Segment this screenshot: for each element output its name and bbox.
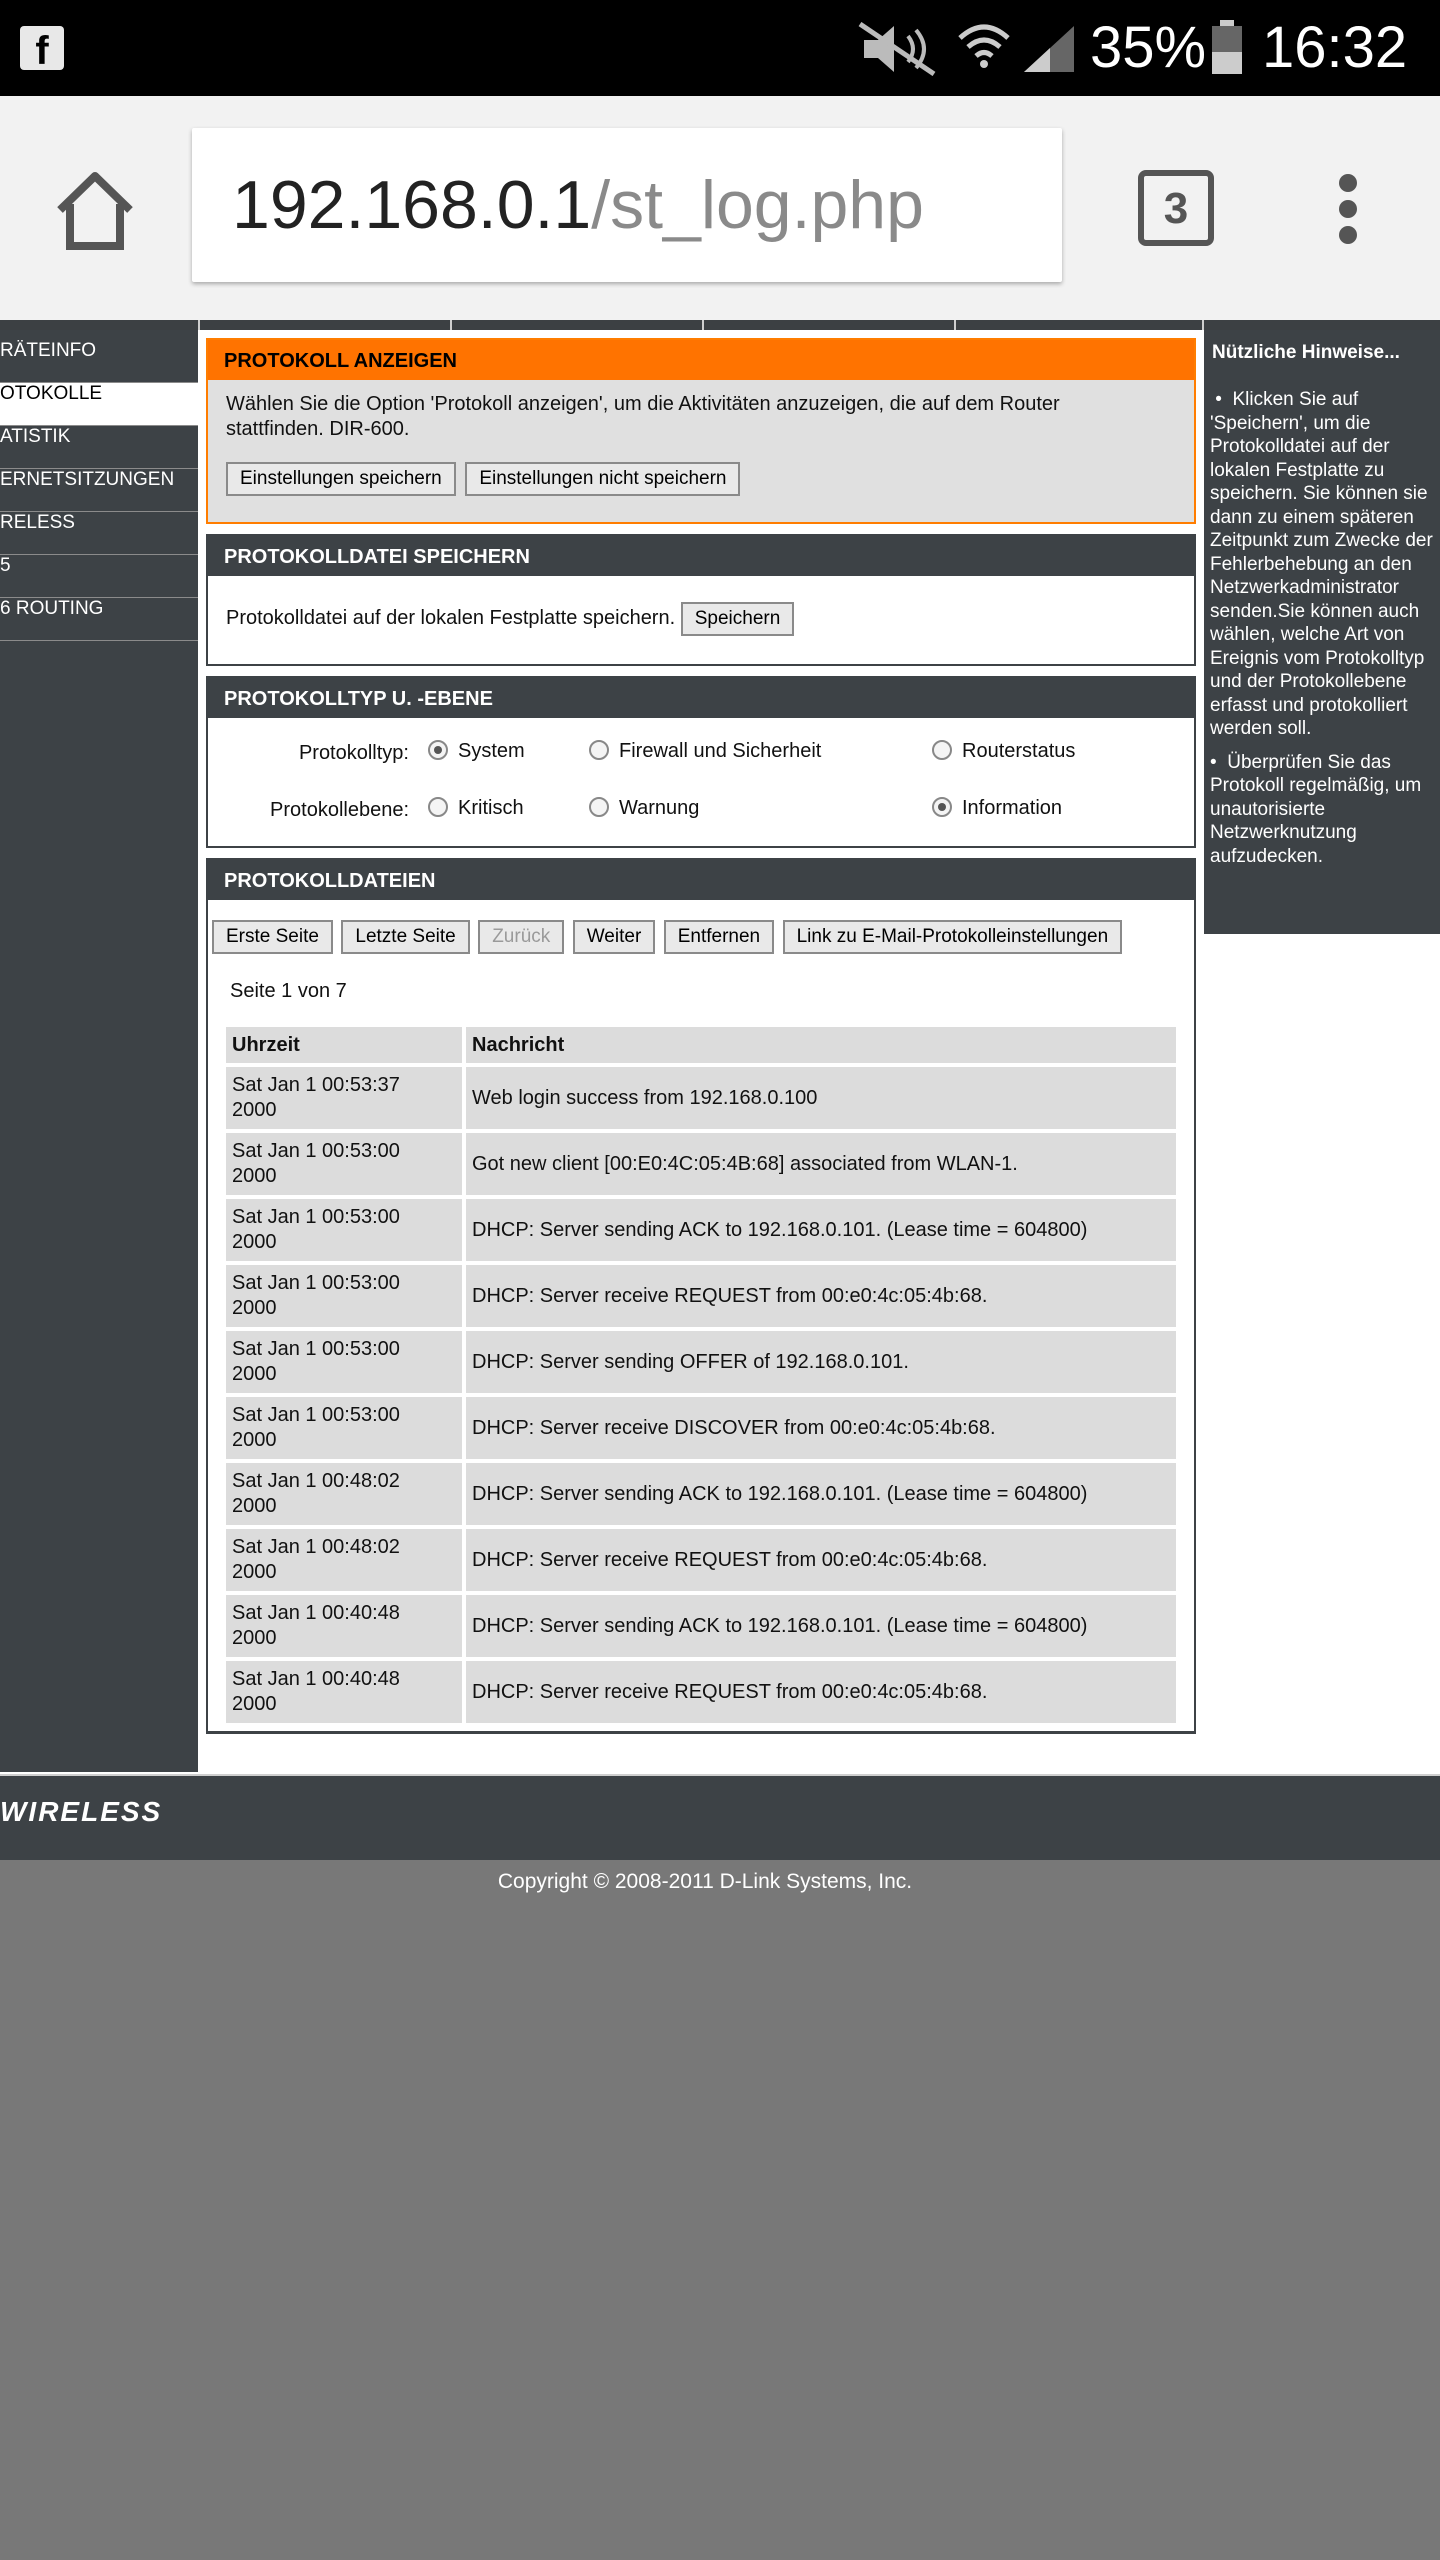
log-year: 2000 bbox=[232, 1627, 277, 1649]
log-message-cell: DHCP: Server receive REQUEST from 00:e0:4c:05:4b:68. bbox=[466, 1529, 1176, 1591]
log-time-cell bbox=[226, 1463, 462, 1525]
section-description: Wählen Sie die Option 'Protokoll anzeigen', um die Aktivitäten anzuzeigen, die auf dem Router stattfinden. DIR-600. bbox=[226, 393, 1060, 440]
log-type-label: Protokolltyp: bbox=[298, 742, 409, 764]
log-year: 2000 bbox=[232, 1099, 277, 1121]
radio-label: Warnung bbox=[619, 797, 700, 819]
log-message-cell: DHCP: Server receive DISCOVER from 00:e0:4c:05:4b:68. bbox=[466, 1397, 1176, 1459]
save-settings-button[interactable]: Einstellungen speichern bbox=[226, 462, 456, 496]
nav-item-device-info[interactable]: RÄTEINFO bbox=[0, 340, 198, 383]
wireless-logo: WIRELESS bbox=[0, 1796, 163, 1827]
table-row bbox=[226, 1463, 1176, 1525]
log-message-cell: DHCP: Server receive REQUEST from 00:e0:4c:05:4b:68. bbox=[466, 1265, 1176, 1327]
next-button[interactable]: Weiter bbox=[573, 920, 656, 954]
clear-button[interactable]: Entfernen bbox=[664, 920, 774, 954]
column-header-message: Nachricht bbox=[466, 1027, 1176, 1063]
table-row bbox=[226, 1397, 1176, 1459]
footer-bar bbox=[0, 1774, 1440, 1860]
save-log-file-section bbox=[206, 534, 1196, 666]
nav-item-wireless[interactable]: RELESS bbox=[0, 512, 198, 555]
radio-label: Firewall und Sicherheit bbox=[619, 740, 822, 762]
radio-firewall[interactable] bbox=[589, 740, 821, 763]
log-time-cell bbox=[226, 1529, 462, 1591]
wifi-icon bbox=[956, 20, 1012, 74]
log-year: 2000 bbox=[232, 1297, 277, 1319]
table-row bbox=[226, 1529, 1176, 1591]
log-table bbox=[222, 1023, 1180, 1727]
log-year: 2000 bbox=[232, 1693, 277, 1715]
log-time: Sat Jan 1 00:40:48 bbox=[232, 1668, 400, 1690]
nav-item-logs[interactable]: OTOKOLLE bbox=[0, 383, 198, 426]
nav-item-internet-sessions[interactable]: ERNETSITZUNGEN bbox=[0, 469, 198, 512]
main-content bbox=[206, 338, 1196, 1744]
table-header-row bbox=[226, 1027, 1176, 1063]
browser-toolbar bbox=[0, 96, 1440, 320]
radio-label: Routerstatus bbox=[962, 740, 1076, 762]
log-time: Sat Jan 1 00:53:00 bbox=[232, 1404, 400, 1426]
home-icon[interactable] bbox=[52, 166, 138, 252]
hints-panel bbox=[1204, 330, 1440, 934]
log-time-cell bbox=[226, 1199, 462, 1261]
log-time: Sat Jan 1 00:53:00 bbox=[232, 1140, 400, 1162]
column-header-time: Uhrzeit bbox=[226, 1027, 462, 1063]
email-settings-link-button[interactable]: Link zu E-Mail-Protokolleinstellungen bbox=[783, 920, 1123, 954]
hint-text: Klicken Sie auf 'Speichern', um die Protokolldatei auf der lokalen Festplatte zu speichern. Sie können sie dann zu einem späteren Zeitpunkt zum Zwecke der Fehlerbehebung an den Netzwerkadministrator senden.Sie können auch wählen, welche Art von Ereignis vom Protokolltyp und der Protokollebene erfasst und protokolliert werden soll. bbox=[1210, 389, 1433, 739]
nav-item-ipv6-routing[interactable]: 6 ROUTING bbox=[0, 598, 198, 641]
log-time-cell bbox=[226, 1661, 462, 1723]
section-title: PROTOKOLL ANZEIGEN bbox=[208, 340, 1194, 380]
battery-percent: 35% bbox=[1090, 15, 1207, 80]
radio-information[interactable] bbox=[932, 797, 1062, 820]
radio-label: Information bbox=[962, 797, 1063, 819]
log-time: Sat Jan 1 00:53:00 bbox=[232, 1206, 400, 1228]
hints-title: Nützliche Hinweise... bbox=[1212, 342, 1400, 363]
log-year: 2000 bbox=[232, 1165, 277, 1187]
radio-router-status[interactable] bbox=[932, 740, 1075, 763]
table-row bbox=[226, 1067, 1176, 1129]
section-title: PROTOKOLLDATEI SPEICHERN bbox=[208, 536, 1194, 576]
save-file-label: Protokolldatei auf der lokalen Festplatte speichern. bbox=[226, 607, 676, 629]
log-message-cell: DHCP: Server sending OFFER of 192.168.0.101. bbox=[466, 1331, 1176, 1393]
log-level-label: Protokollebene: bbox=[270, 799, 409, 821]
show-log-section bbox=[206, 338, 1196, 524]
log-message-cell: DHCP: Server sending ACK to 192.168.0.101. (Lease time = 604800) bbox=[466, 1463, 1176, 1525]
first-page-button[interactable]: Erste Seite bbox=[212, 920, 333, 954]
last-page-button[interactable]: Letzte Seite bbox=[341, 920, 469, 954]
nav-item-statistics[interactable]: ATISTIK bbox=[0, 426, 198, 469]
log-message-cell: Web login success from 192.168.0.100 bbox=[466, 1067, 1176, 1129]
log-time: Sat Jan 1 00:40:48 bbox=[232, 1602, 400, 1624]
log-year: 2000 bbox=[232, 1495, 277, 1517]
router-page bbox=[0, 320, 1440, 1858]
log-type-row bbox=[208, 724, 1194, 781]
address-bar[interactable] bbox=[192, 128, 1062, 282]
facebook-icon: f bbox=[20, 26, 64, 70]
log-time-cell bbox=[226, 1595, 462, 1657]
log-time-cell bbox=[226, 1331, 462, 1393]
top-menu-strip bbox=[0, 320, 1440, 330]
radio-label: Kritisch bbox=[458, 797, 524, 819]
log-year: 2000 bbox=[232, 1429, 277, 1451]
log-time-cell bbox=[226, 1265, 462, 1327]
log-type-level-section bbox=[206, 676, 1196, 848]
log-time: Sat Jan 1 00:53:00 bbox=[232, 1338, 400, 1360]
log-time: Sat Jan 1 00:53:00 bbox=[232, 1272, 400, 1294]
table-row bbox=[226, 1133, 1176, 1195]
nav-item-ipv6[interactable]: 5 bbox=[0, 555, 198, 598]
radio-critical[interactable] bbox=[428, 797, 524, 820]
previous-button[interactable]: Zurück bbox=[478, 920, 564, 954]
table-row bbox=[226, 1661, 1176, 1723]
battery-icon bbox=[1210, 20, 1244, 76]
log-message-cell: DHCP: Server sending ACK to 192.168.0.101. (Lease time = 604800) bbox=[466, 1595, 1176, 1657]
log-level-row bbox=[208, 781, 1194, 838]
signal-icon bbox=[1020, 24, 1078, 74]
radio-warning[interactable] bbox=[589, 797, 699, 820]
url-path: /st_log.php bbox=[591, 167, 924, 243]
section-title: PROTOKOLLDATEIEN bbox=[208, 860, 1194, 900]
dont-save-settings-button[interactable]: Einstellungen nicht speichern bbox=[465, 462, 740, 496]
log-time: Sat Jan 1 00:53:37 bbox=[232, 1074, 400, 1096]
log-year: 2000 bbox=[232, 1231, 277, 1253]
hint-text: Überprüfen Sie das Protokoll regelmäßig, um unautorisierte Netzwerknutzung aufzudecken. bbox=[1210, 751, 1422, 867]
table-row bbox=[226, 1265, 1176, 1327]
table-row bbox=[226, 1595, 1176, 1657]
copyright-text: Copyright © 2008-2011 D-Link Systems, Inc. bbox=[497, 1870, 913, 1893]
log-time-cell bbox=[226, 1133, 462, 1195]
radio-label: System bbox=[458, 740, 525, 762]
url-host: 192.168.0.1 bbox=[232, 167, 592, 243]
hint-item: • Überprüfen Sie das Protokoll regelmäßig, um unautorisierte Netzwerknutzung aufzudecken. bbox=[1210, 751, 1422, 867]
table-row bbox=[226, 1331, 1176, 1393]
log-message-cell: Got new client [00:E0:4C:05:4B:68] associated from WLAN-1. bbox=[466, 1133, 1176, 1195]
log-files-section bbox=[206, 858, 1196, 1734]
section-title: PROTOKOLLTYP U. -EBENE bbox=[208, 678, 1194, 718]
log-year: 2000 bbox=[232, 1561, 277, 1583]
hint-item: • Klicken Sie auf 'Speichern', um die Protokolldatei auf der lokalen Festplatte zu speichern. Sie können sie dann zu einem späteren Zeitpunkt zum Zwecke der Fehlerbehebung an den Netzwerkadministrator senden.Sie können auch wählen, welche Art von Ereignis vom Protokolltyp und der Protokollebene erfasst und protokolliert werden soll. bbox=[1210, 389, 1433, 739]
mute-icon bbox=[858, 22, 938, 76]
status-bar bbox=[0, 0, 1440, 96]
log-time: Sat Jan 1 00:48:02 bbox=[232, 1536, 400, 1558]
log-time-cell bbox=[226, 1067, 462, 1129]
left-navigation bbox=[0, 330, 198, 1772]
log-time-cell bbox=[226, 1397, 462, 1459]
table-row bbox=[226, 1199, 1176, 1261]
log-message-cell: DHCP: Server receive REQUEST from 00:e0:4c:05:4b:68. bbox=[466, 1661, 1176, 1723]
clock: 16:32 bbox=[1262, 15, 1408, 80]
page-info: Seite 1 von 7 bbox=[230, 980, 347, 1002]
overflow-menu-icon[interactable] bbox=[1320, 174, 1376, 244]
save-log-button[interactable]: Speichern bbox=[681, 602, 795, 636]
tab-switcher-button[interactable]: 3 bbox=[1138, 170, 1214, 246]
log-message-cell: DHCP: Server sending ACK to 192.168.0.101. (Lease time = 604800) bbox=[466, 1199, 1176, 1261]
radio-system[interactable] bbox=[428, 740, 525, 763]
url-text[interactable] bbox=[232, 166, 924, 244]
log-year: 2000 bbox=[232, 1363, 277, 1385]
log-time: Sat Jan 1 00:48:02 bbox=[232, 1470, 400, 1492]
